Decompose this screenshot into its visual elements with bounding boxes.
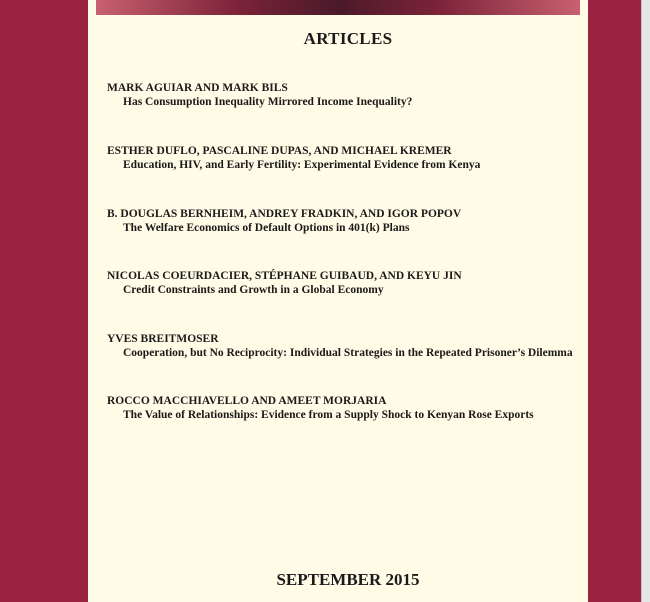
article-authors: ROCCO MACCHIAVELLO AND AMEET MORJARIA [107,395,387,407]
article-title: The Value of Relationships: Evidence from a Supply Shock to Kenyan Rose Exports [123,409,534,421]
article-entry-5[interactable] [107,332,587,360]
article-authors: ESTHER DUFLO, PASCALINE DUPAS, AND MICHAEL KREMER [107,145,452,157]
article-title: Has Consumption Inequality Mirrored Income Inequality? [123,96,413,108]
article-title: Education, HIV, and Early Fertility: Experimental Evidence from Kenya [123,159,481,171]
article-entry-6[interactable] [107,394,587,422]
viewer-scrollbar[interactable] [641,0,650,602]
article-entry-3[interactable] [107,207,587,235]
article-authors: NICOLAS COEURDACIER, STÉPHANE GUIBAUD, AND KEYU JIN [107,270,462,282]
issue-date: SEPTEMBER 2015 [276,570,420,589]
article-authors: MARK AGUIAR AND MARK BILS [107,82,288,94]
section-heading: ARTICLES [303,29,393,48]
article-entry-1[interactable] [107,81,587,109]
decorative-header-band [96,0,580,15]
article-entry-4[interactable] [107,269,587,297]
article-authors: YVES BREITMOSER [107,333,219,345]
article-entry-2[interactable] [107,144,587,172]
document-page [88,0,588,602]
article-title: Cooperation, but No Reciprocity: Individual Strategies in the Repeated Prisoner’s Dilemma [123,347,573,359]
article-title: The Welfare Economics of Default Options in 401(k) Plans [123,222,410,234]
article-authors: B. DOUGLAS BERNHEIM, ANDREY FRADKIN, AND IGOR POPOV [107,208,462,220]
article-title: Credit Constraints and Growth in a Global Economy [123,284,384,296]
